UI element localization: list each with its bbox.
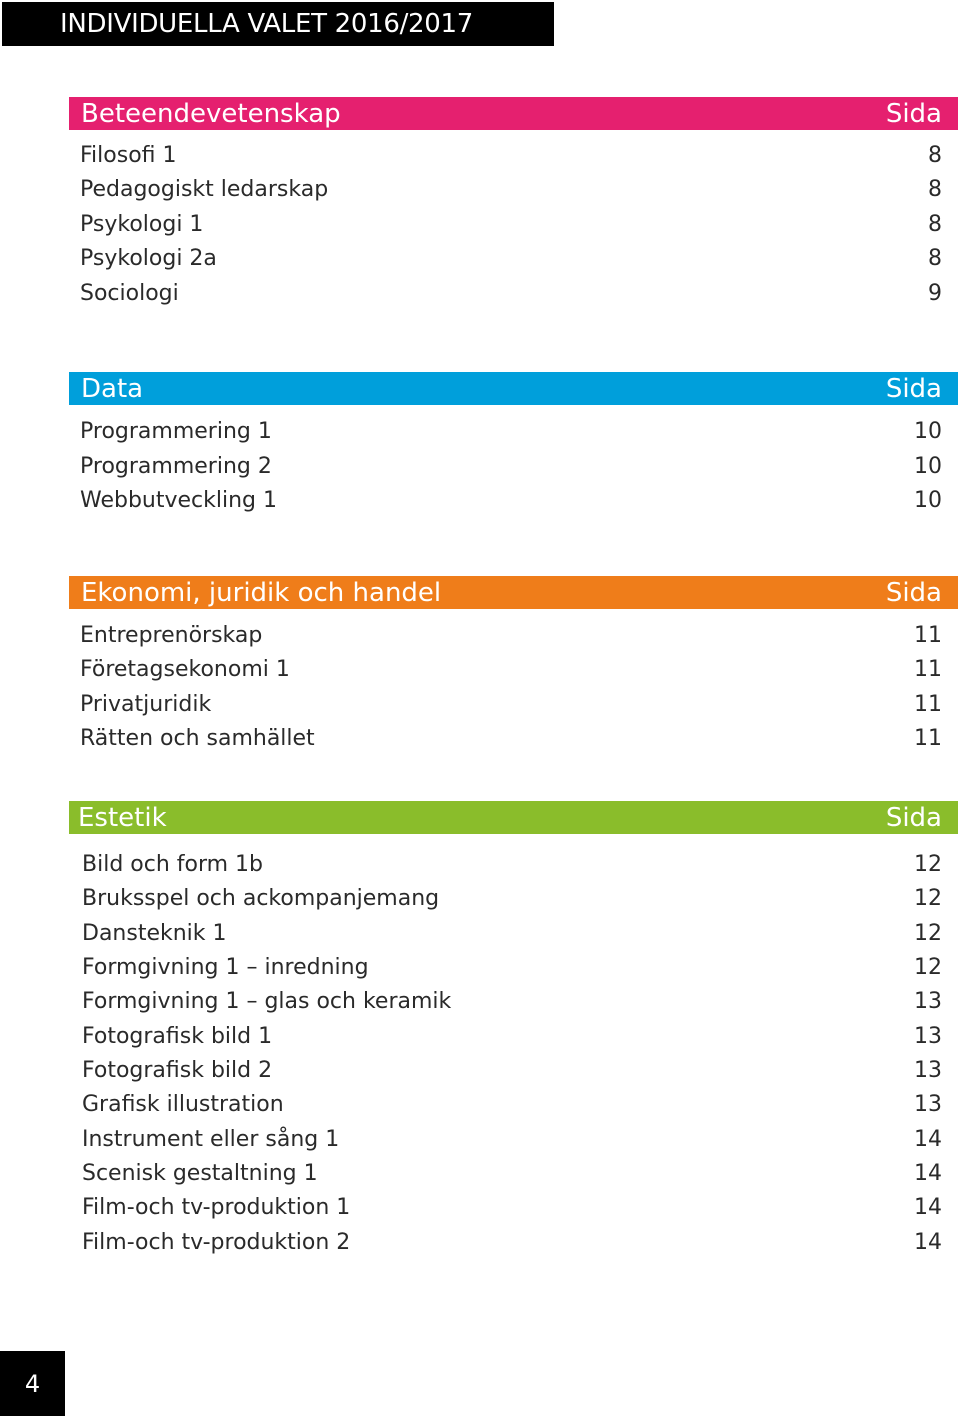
list-item[interactable]: [82, 1122, 942, 1156]
list-item[interactable]: [80, 207, 942, 241]
course-page: 11: [914, 622, 942, 648]
course-page: 11: [914, 656, 942, 682]
section-header-estetik: [69, 801, 958, 834]
list-item[interactable]: [80, 138, 942, 172]
course-name: Programmering 1: [80, 418, 272, 444]
course-name: Grafisk illustration: [82, 1091, 284, 1117]
list-item[interactable]: [82, 916, 942, 950]
course-page: 11: [914, 691, 942, 717]
course-page: 14: [914, 1194, 942, 1220]
course-name: Sociologi: [80, 280, 179, 306]
section-title: Ekonomi, juridik och handel: [81, 577, 442, 608]
list-item[interactable]: [80, 449, 942, 483]
course-name: Programmering 2: [80, 453, 272, 479]
page-number: 4: [24, 1369, 41, 1398]
course-page: 10: [914, 418, 942, 444]
list-item[interactable]: [80, 721, 942, 755]
course-page: 9: [928, 280, 942, 306]
list-item[interactable]: [82, 1156, 942, 1190]
list-item[interactable]: [80, 652, 942, 686]
course-name: Bruksspel och ackompanjemang: [82, 885, 440, 911]
course-page: 8: [928, 211, 942, 237]
course-name: Entreprenörskap: [80, 622, 263, 648]
course-page: 13: [914, 1057, 942, 1083]
course-page: 13: [914, 1023, 942, 1049]
section-title: Estetik: [78, 802, 167, 833]
course-name: Fotografisk bild 1: [82, 1023, 273, 1049]
list-item[interactable]: [80, 687, 942, 721]
section-title: Beteendevetenskap: [81, 98, 341, 129]
list-item[interactable]: [80, 483, 942, 517]
list-item[interactable]: [82, 984, 942, 1018]
course-name: Filosofi 1: [80, 142, 177, 168]
section-page-label: Sida: [885, 577, 942, 608]
section-header-ekonomi: [69, 576, 958, 609]
list-item[interactable]: [80, 276, 942, 310]
list-item[interactable]: [82, 1087, 942, 1121]
list-item[interactable]: [80, 414, 942, 448]
course-page: 10: [914, 487, 942, 513]
section-title: Data: [81, 373, 144, 404]
section-header-data: [69, 372, 958, 405]
list-item[interactable]: [80, 241, 942, 275]
course-page: 12: [914, 920, 942, 946]
course-page: 10: [914, 453, 942, 479]
list-item[interactable]: [82, 950, 942, 984]
course-name: Webbutveckling 1: [80, 487, 278, 513]
section-header-beteendevetenskap: [69, 97, 958, 130]
course-name: Företagsekonomi 1: [80, 656, 290, 682]
course-name: Pedagogiskt ledarskap: [80, 176, 329, 202]
course-page: 11: [914, 725, 942, 751]
course-name: Bild och form 1b: [82, 851, 264, 877]
course-page: 14: [914, 1160, 942, 1186]
course-page: 8: [928, 176, 942, 202]
document-header: [2, 2, 554, 46]
course-page: 13: [914, 988, 942, 1014]
course-name: Formgivning 1 – inredning: [82, 954, 369, 980]
course-name: Dansteknik 1: [82, 920, 227, 946]
course-name: Rätten och samhället: [80, 725, 315, 751]
course-page: 12: [914, 851, 942, 877]
section-page-label: Sida: [885, 373, 942, 404]
page-number-box: [0, 1351, 65, 1416]
course-page: 8: [928, 142, 942, 168]
list-item[interactable]: [82, 1225, 942, 1259]
list-item[interactable]: [82, 1190, 942, 1224]
course-name: Fotografisk bild 2: [82, 1057, 273, 1083]
course-name: Film-och tv-produktion 2: [82, 1229, 351, 1255]
course-name: Scenisk gestaltning 1: [82, 1160, 318, 1186]
list-item[interactable]: [80, 172, 942, 206]
document-title: INDIVIDUELLA VALET 2016/2017: [60, 9, 474, 39]
course-name: Privatjuridik: [80, 691, 212, 717]
course-page: 13: [914, 1091, 942, 1117]
course-name: Formgivning 1 – glas och keramik: [82, 988, 452, 1014]
course-name: Psykologi 1: [80, 211, 204, 237]
course-name: Psykologi 2a: [80, 245, 217, 271]
section-page-label: Sida: [885, 98, 942, 129]
list-item[interactable]: [80, 618, 942, 652]
list-item[interactable]: [82, 847, 942, 881]
course-page: 8: [928, 245, 942, 271]
course-page: 12: [914, 954, 942, 980]
list-item[interactable]: [82, 1053, 942, 1087]
course-page: 14: [914, 1126, 942, 1152]
course-page: 14: [914, 1229, 942, 1255]
section-page-label: Sida: [885, 802, 942, 833]
list-item[interactable]: [82, 881, 942, 915]
course-name: Film-och tv-produktion 1: [82, 1194, 351, 1220]
list-item[interactable]: [82, 1019, 942, 1053]
course-page: 12: [914, 885, 942, 911]
course-name: Instrument eller sång 1: [82, 1126, 340, 1152]
